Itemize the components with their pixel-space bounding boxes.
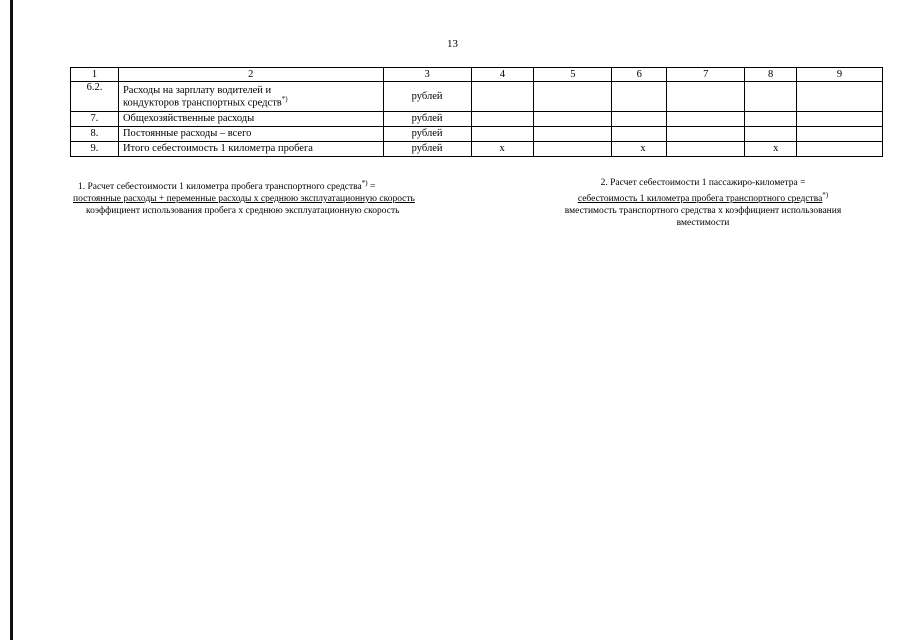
- row-unit: рублей: [383, 112, 471, 127]
- table-cell: [745, 112, 797, 127]
- table-cell: [612, 82, 667, 112]
- row-name: [118, 82, 383, 112]
- row-number: 8.: [71, 127, 119, 142]
- table-cell: x: [745, 142, 797, 157]
- scan-edge-shadow: [10, 0, 13, 640]
- equals-sign: =: [367, 182, 376, 193]
- formula-title: 2. Расчет себестоимости 1 пассажиро-километра =: [600, 178, 806, 188]
- table-header-row: [71, 68, 883, 82]
- page-number: 13: [447, 38, 458, 50]
- table-row: [71, 82, 883, 112]
- row-name: Общехозяйственные расходы: [118, 112, 383, 127]
- table-cell: [534, 142, 612, 157]
- formula-title-text: 1. Расчет себестоимости 1 километра пробега транспортного средства: [78, 182, 362, 193]
- header-cell: 4: [471, 68, 534, 82]
- table-cell: x: [612, 142, 667, 157]
- table-cell: x: [471, 142, 534, 157]
- table-cell: [612, 127, 667, 142]
- row-name: Итого себестоимость 1 километра пробега: [118, 142, 383, 157]
- table-cell: [471, 112, 534, 127]
- header-cell: 1: [71, 68, 119, 82]
- table-cell: [534, 127, 612, 142]
- table-cell: [797, 142, 883, 157]
- row-name-line: [123, 96, 379, 109]
- formula-numerator-text: себестоимость 1 километра пробега транспортного средства: [577, 194, 823, 205]
- formula-passenger-km-cost: [528, 177, 878, 229]
- table-cell: [667, 82, 745, 112]
- table-cell: [667, 112, 745, 127]
- row-unit: рублей: [383, 82, 471, 112]
- header-cell: 7: [667, 68, 745, 82]
- formula-numerator: постоянные расходы + переменные расходы х среднюю эксплуатационную скорость: [73, 194, 415, 205]
- formula-denominator: вместимости: [676, 218, 730, 229]
- table-cell: [471, 127, 534, 142]
- formula-title: [73, 177, 415, 193]
- header-cell: 5: [534, 68, 612, 82]
- header-cell: 6: [612, 68, 667, 82]
- footnote-mark: *): [822, 191, 829, 199]
- header-cell: 3: [383, 68, 471, 82]
- table-cell: [797, 127, 883, 142]
- header-cell: 8: [745, 68, 797, 82]
- header-cell: 2: [118, 68, 383, 82]
- table-cell: [534, 112, 612, 127]
- formula-denominator: вместимость транспортного средства х коэффициент использования: [564, 206, 842, 217]
- formula-denominator: коэффициент использования пробега х среднюю эксплуатационную скорость: [86, 206, 400, 217]
- table-row: [71, 112, 883, 127]
- row-unit: рублей: [383, 142, 471, 157]
- table-cell: [534, 82, 612, 112]
- table-cell: [612, 112, 667, 127]
- row-name: Постоянные расходы – всего: [118, 127, 383, 142]
- header-cell: 9: [797, 68, 883, 82]
- table-cell: [471, 82, 534, 112]
- table-cell: [745, 82, 797, 112]
- table-row: [71, 127, 883, 142]
- formula-km-cost: [73, 177, 415, 217]
- row-number: 9.: [71, 142, 119, 157]
- table-cell: [667, 127, 745, 142]
- table-cell: [797, 112, 883, 127]
- row-number: 6.2.: [71, 82, 119, 112]
- formula-numerator: [528, 189, 878, 205]
- row-number: 7.: [71, 112, 119, 127]
- table-cell: [797, 82, 883, 112]
- table-cell: [745, 127, 797, 142]
- table-cell: [667, 142, 745, 157]
- cost-table: [70, 67, 883, 157]
- footnote-mark: *): [361, 179, 368, 187]
- footnote-mark: *): [281, 94, 288, 103]
- row-name-line: Расходы на зарплату водителей и: [122, 84, 272, 96]
- row-unit: рублей: [383, 127, 471, 142]
- row-name-text: кондукторов транспортных средств: [122, 97, 282, 109]
- table-row: [71, 142, 883, 157]
